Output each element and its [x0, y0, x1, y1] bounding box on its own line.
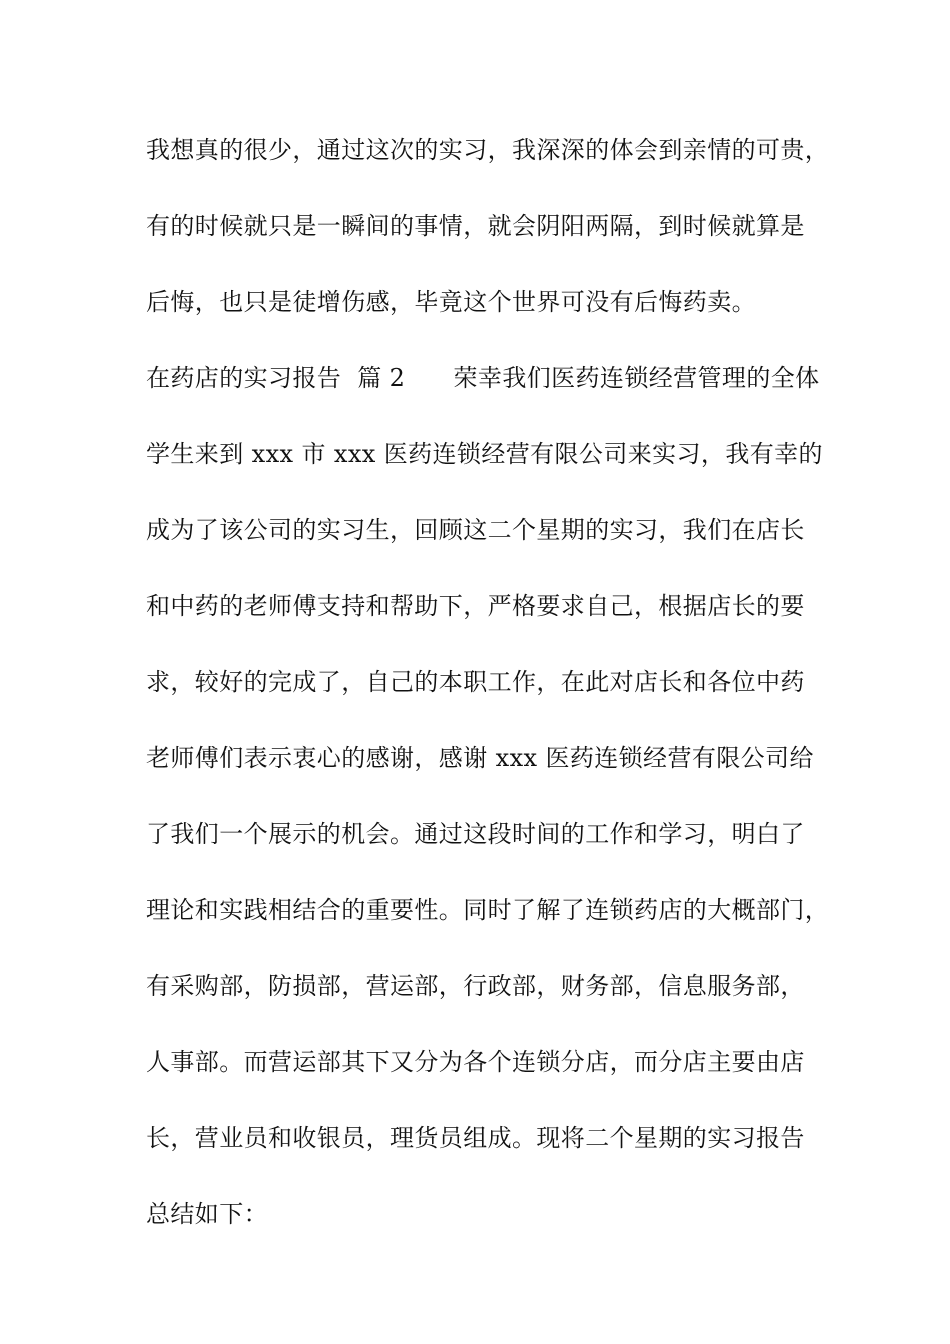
text-line-12: 有采购部，防损部，营运部，行政部，财务部，信息服务部，	[146, 972, 805, 1000]
text-line-3: 后悔，也只是徒增伤感，毕竟这个世界可没有后悔药卖。	[146, 288, 756, 316]
text-line-13: 人事部。而营运部其下又分为各个连锁分店，而分店主要由店	[146, 1048, 805, 1076]
text-line-1: 我想真的很少，通过这次的实习，我深深的体会到亲情的可贵，	[146, 136, 830, 164]
text-line-15: 总结如下：	[146, 1200, 268, 1228]
text-line-11: 理论和实践相结合的重要性。同时了解了连锁药店的大概部门，	[146, 896, 830, 924]
text-line-6: 成为了该公司的实习生，回顾这二个星期的实习，我们在店长	[146, 516, 805, 544]
text-line-7: 和中药的老师傅支持和帮助下，严格要求自己，根据店长的要	[146, 592, 805, 620]
text-line-10: 了我们一个展示的机会。通过这段时间的工作和学习，明白了	[146, 820, 805, 848]
body-text	[146, 128, 830, 1268]
text-line-2: 有的时候就只是一瞬间的事情，就会阴阳两隔，到时候就算是	[146, 212, 805, 240]
section-heading-line: 在药店的实习报告 篇 2 荣幸我们医药连锁经营管理的全体	[146, 364, 820, 392]
text-line-5: 学生来到 xxx 市 xxx 医药连锁经营有限公司来实习，我有幸的	[146, 440, 823, 468]
text-line-14: 长，营业员和收银员，理货员组成。现将二个星期的实习报告	[146, 1124, 805, 1152]
text-line-9: 老师傅们表示衷心的感谢，感谢 xxx 医药连锁经营有限公司给	[146, 744, 814, 772]
text-line-8: 求，较好的完成了，自己的本职工作，在此对店长和各位中药	[146, 668, 805, 696]
